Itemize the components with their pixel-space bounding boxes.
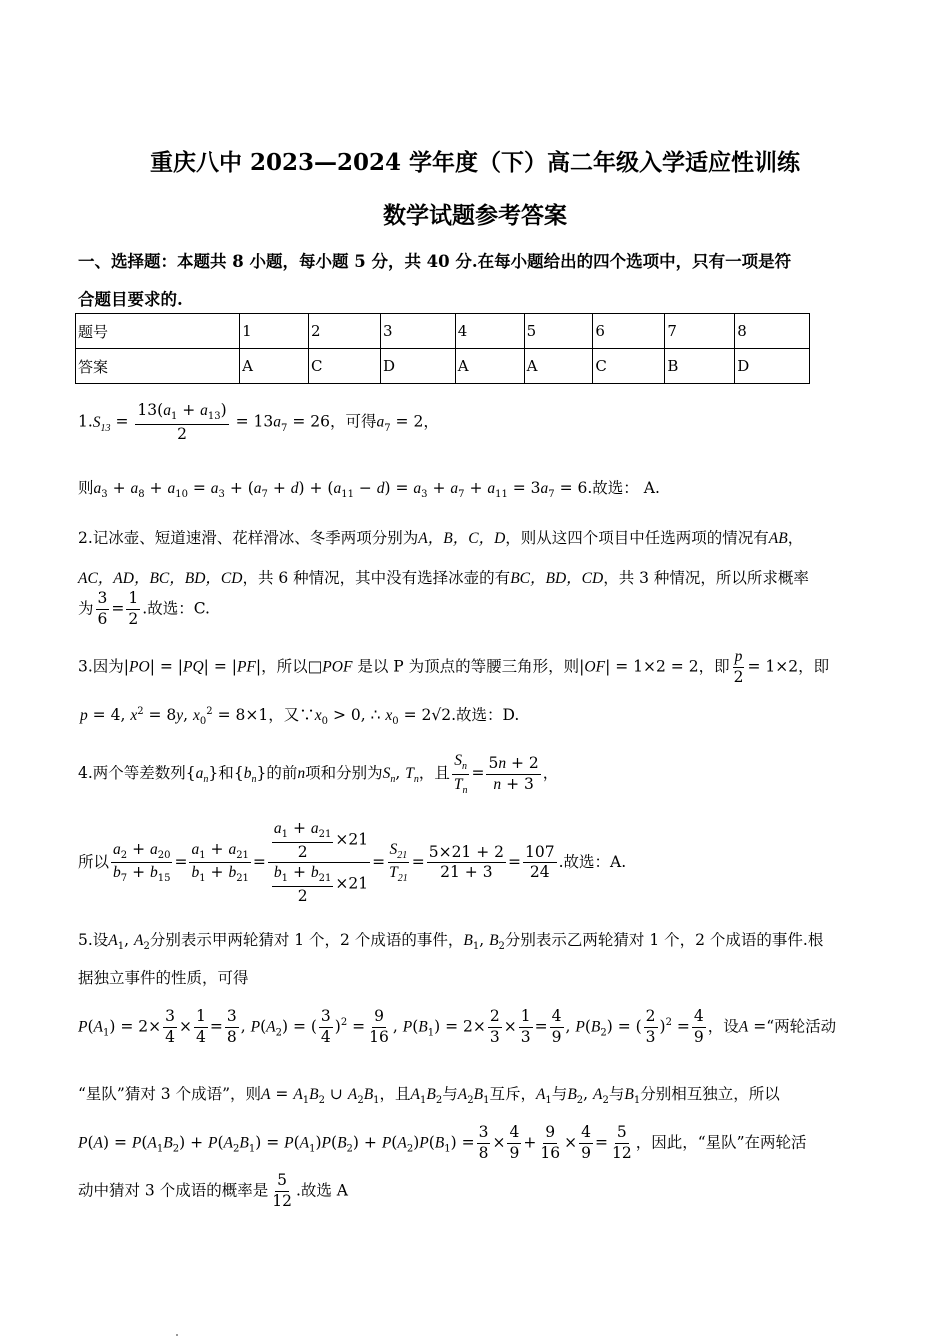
solution-2-line3: 为 $\frac{3}{6}$ = $\frac{1}{2}$ .故选：C. [78,589,210,628]
page-speck [176,1334,178,1336]
table-cell: 4 [455,314,524,349]
table-cell: C [309,349,381,384]
solution-1-line1: $1.S_{13}$ = $\frac{13(a_1 + a_{13})}{2}$ = $13a_7 = 26$，可得$a_7 = 2$， [78,401,439,443]
formula-fraction: $\frac{1}{2}$ [128,589,139,628]
table-cell: 3 [381,314,456,349]
table-header-cell: 答案 [76,349,240,384]
solution-5-line1: 5.设$A_1$, $A_2$分别表示甲两轮猜对 1 个，2 个成语的事件，$B_1$, $B_2$分别表示乙两轮猜对 1 个，2 个成语的事件.根 [78,931,824,953]
solution-3-line2: p = 4, $x^2 = 8y$, $x_0^2 = 8\times 1$，又$\because x_0 > 0$, ∴ $x_0 = 2√2$.故选：D. [80,705,520,728]
solution-3-line1: 3.因为|PO| = |PQ| = |PF|，所以□POF 是以 P 为顶点的等腰三角形，则|OF| = 1×2 = 2，即 $\frac{p}{2}$ = 1×2，即 [78,648,830,686]
answer-table-row-answers [76,349,810,384]
solution-5-line6: 动中猜对 3 个成语的概率是 $\frac{5}{12}$ .故选 A [78,1171,349,1210]
table-cell: D [735,349,810,384]
formula-fraction: $\frac{5}{12}$ [272,1171,292,1210]
table-cell: C [593,349,665,384]
table-header-cell: 题号 [76,314,240,349]
formula-fraction: $\frac{a_1 + a_{21}}{2}$ ×21 $\frac{b_1 + b_{21}}{2}$ ×21 [268,820,370,906]
solution-5-line3: $P(A_1) = 2\times$ $\frac{3}{4}$ × $\frac{1}{4}$ = $\frac{3}{8}$ , $P(A_2)$ = ( $\frac{3}{4}$ )$^2$ = $\frac{9}{16}$ , $P(B_1) = 2\times$ $\frac{2}{3}$ × $\frac{1}{3}$ = $\frac{4}{9}$ , $P(B_2)$ = ( $\frac{2}{3}$ )$^2$ = $\frac{4}{9}$ ，设A =“两轮活动 [78,1007,837,1046]
formula-fraction: $\frac{13(a_1 + a_{13})}{2}$ [137,401,227,443]
table-cell: 8 [735,314,810,349]
table-cell: A [240,349,309,384]
answer-table-row-questions [76,314,810,349]
formula-fraction: $\frac{a_2 + a_{20}}{b_7 + b_{15}}$ [113,839,171,885]
solution-4-line2: 所以 $\frac{a_2 + a_{20}}{b_7 + b_{15}}$ = $\frac{a_1 + a_{21}}{b_1 + b_{21}}$ = $\frac{a_1 + a_{21}}{2}$ ×21 $\frac{b_1 + b_{21}}{2}$ ×21 = $\frac{S_{21}}{T_{21}}$ = $\frac{5\times 21 + 2}{21 + 3}$ = $\frac{107}{24}$ .故选：A. [78,819,627,905]
solution-1-line2: 则$a_3 + a_8 + a_{10} = a_3 + (a_7 + d) + (a_{11} - d) = a_3 + a_7 + a_{11} = 3a_7 = 6$.故选： A. [78,479,660,501]
formula-fraction: $\frac{S_n}{T_n}$ [453,752,468,796]
answer-table [75,313,810,384]
formula-fraction: $\frac{S_{21}}{T_{21}}$ [389,840,408,885]
solution-2-line2: AC，AD，BC，BD，CD，共 6 种情况，其中没有选择冰壶的有BC，BD，CD，共 3 种情况，所以所求概率 [78,569,809,587]
table-cell: D [381,349,456,384]
formula-fraction: $\frac{107}{24}$ [525,842,555,882]
table-cell: 7 [665,314,735,349]
formula-fraction: $\frac{5\times 21 + 2}{21 + 3}$ [428,842,504,882]
table-cell: 6 [593,314,665,349]
section-heading-line1: 一、选择题：本题共 8 小题，每小题 5 分，共 40 分.在每小题给出的四个选项中，只有一项是符 [78,252,792,271]
table-cell: B [665,349,735,384]
formula-fraction: $\frac{3}{6}$ [97,589,108,628]
solution-2-line1: 2.记冰壶、短道速滑、花样滑冰、冬季两项分别为A，B，C，D，则从这四个项目中任选两项的情况有AB， [78,529,804,547]
section-heading-line2: 合题目要求的. [78,290,183,309]
solution-5-line4: “星队”猜对 3 个成语”，则$A = A_1B_2$ ∪ $A_2B_1$，且$A_1B_2$与$A_2B_1$互斥，$A_1$与$B_2$, $A_2$与$B_1$分别相互独立，所以 [78,1085,780,1107]
table-cell: A [524,349,593,384]
table-cell: 2 [309,314,381,349]
document-subtitle: 数学试题参考答案 [383,202,567,229]
solution-5-line5: $P(A) = P(A_1B_2) + P(A_2B_1) = P(A_1)P(B_2) + P(A_2)P(B_1)$ = $\frac{3}{8}$ × $\frac{4}{9}$ + $\frac{9}{16}$ × $\frac{4}{9}$ = $\frac{5}{12}$ ，因此，“星队”在两轮活 [78,1123,807,1162]
formula-fraction: $\frac{p}{2}$ [733,648,744,686]
formula-fraction: $\frac{5n + 2}{n + 3}$ [488,753,539,793]
table-cell: 5 [524,314,593,349]
solution-5-line2: 据独立事件的性质，可得 [78,969,249,987]
table-cell: A [455,349,524,384]
solution-4-line1: 4.两个等差数列$\{a_n\}$和$\{b_n\}$的前n项和分别为$S_n$, $T_n$，且 $\frac{S_n}{T_n}$ = $\frac{5n + 2}{n + 3}$ ， [78,752,559,796]
document-title: 重庆八中 2023—2024 学年度（下）高二年级入学适应性训练 [149,149,801,176]
formula-fraction: $\frac{a_1 + a_{21}}{b_1 + b_{21}}$ [191,839,249,885]
table-cell: 1 [240,314,309,349]
